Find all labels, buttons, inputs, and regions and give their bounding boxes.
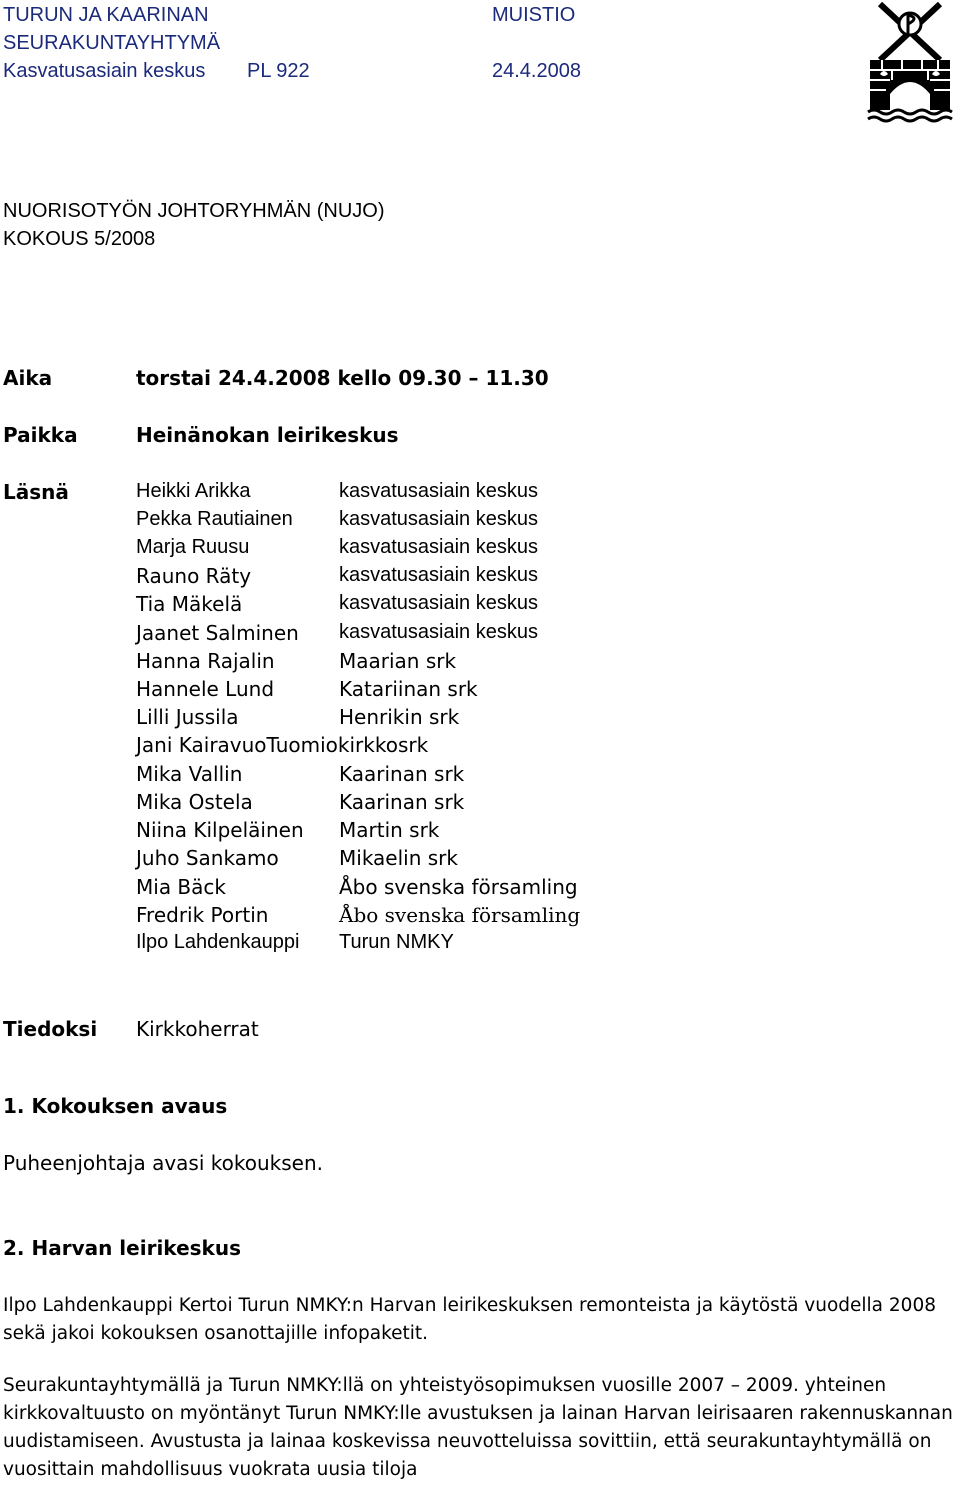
attendee-org: Katariinan srk xyxy=(339,677,478,701)
document-type: MUISTIO xyxy=(492,4,576,26)
info-value: Kirkkoherrat xyxy=(136,1017,259,1041)
attendee-name: Tia Mäkelä xyxy=(136,592,243,616)
attendee-name: Fredrik Portin xyxy=(136,903,269,927)
section-1-text: Puheenjohtaja avasi kokouksen. xyxy=(3,1151,323,1175)
org-name-line1: TURUN JA KAARINAN xyxy=(3,4,209,26)
section-2-paragraph-2: Seurakuntayhtymällä ja Turun NMKY:llä on yhteistyösopimuksen vuosille 2007 – 2009. yhteinen kirkkovaltuusto on myöntänyt Turun NMKY:lle avustuksen ja lainan Harvan leirisaaren rakennuskannan uudistamiseen. Avustusta ja lainaa koskevissa neuvotteluissa sovittiin, että seurakuntayhtymällä on vuosittain mahdollisuus vuokrata uusia tiloja xyxy=(3,1375,953,1480)
attendee-name: Hanna Rajalin xyxy=(136,649,275,673)
attendee-name: Rauno Räty xyxy=(136,564,252,588)
attendee-org: Martin srk xyxy=(339,818,440,842)
po-box: PL 922 xyxy=(247,60,310,82)
attendee-name: Ilpo Lahdenkauppi xyxy=(136,931,300,953)
attendee-name: Niina Kilpeläinen xyxy=(136,818,304,842)
attendee-org: kasvatusasiain keskus xyxy=(339,508,538,530)
attendee-name: Mika Ostela xyxy=(136,790,253,814)
attendee-name: Heikki Arikka xyxy=(136,480,251,502)
attendee-org: kasvatusasiain keskus xyxy=(339,621,538,643)
attendee-org: kasvatusasiain keskus xyxy=(339,592,538,614)
info-label: Tiedoksi xyxy=(3,1017,98,1041)
attendee-org: kasvatusasiain keskus xyxy=(339,536,538,558)
attendee-name: Hannele Lund xyxy=(136,677,275,701)
attendee-org: Kaarinan srk xyxy=(339,762,465,786)
attendee-org: Åbo svenska församling xyxy=(339,903,581,927)
attendee-org: Henrikin srk xyxy=(339,705,460,729)
attendee-name: Juho Sankamo xyxy=(136,846,279,870)
attendee-name: Jani KairavuoTuomiokirkkosrk xyxy=(136,733,429,757)
document-date: 24.4.2008 xyxy=(492,60,581,82)
place-label: Paikka xyxy=(3,423,78,447)
section-2-title: 2. Harvan leirikeskus xyxy=(3,1236,241,1260)
attendee-org: Mikaelin srk xyxy=(339,846,458,870)
attendee-name: Pekka Rautiainen xyxy=(136,508,293,530)
meeting-title: NUORISOTYÖN JOHTORYHMÄN (NUJO) xyxy=(3,200,385,222)
attendee-org: Åbo svenska församling xyxy=(339,875,578,899)
church-emblem-icon xyxy=(862,0,958,126)
attendee-org: Kaarinan srk xyxy=(339,790,465,814)
place-value: Heinänokan leirikeskus xyxy=(136,423,399,447)
attendee-name: Mia Bäck xyxy=(136,875,226,899)
attendee-org: Turun NMKY xyxy=(339,931,454,953)
section-2-paragraph-1: Ilpo Lahdenkauppi Kertoi Turun NMKY:n Harvan leirikeskuksen remonteista ja käytöstä vuodella 2008 sekä jakoi kokouksen osanottajille infopaketit. xyxy=(3,1295,936,1344)
attendee-name: Marja Ruusu xyxy=(136,536,250,558)
meeting-number: KOKOUS 5/2008 xyxy=(3,228,156,250)
attendee-org: kasvatusasiain keskus xyxy=(339,564,538,586)
attendee-org: kasvatusasiain keskus xyxy=(339,480,538,502)
present-label: Läsnä xyxy=(3,480,69,504)
department: Kasvatusasiain keskus xyxy=(3,60,206,82)
attendee-name: Lilli Jussila xyxy=(136,705,239,729)
section-1-title: 1. Kokouksen avaus xyxy=(3,1094,228,1118)
attendee-org: Maarian srk xyxy=(339,649,457,673)
attendee-name: Jaanet Salminen xyxy=(136,621,299,645)
time-label: Aika xyxy=(3,366,53,390)
org-name-line2: SEURAKUNTAYHTYMÄ xyxy=(3,32,221,54)
attendee-name: Mika Vallin xyxy=(136,762,243,786)
time-value: torstai 24.4.2008 kello 09.30 – 11.30 xyxy=(136,366,549,390)
